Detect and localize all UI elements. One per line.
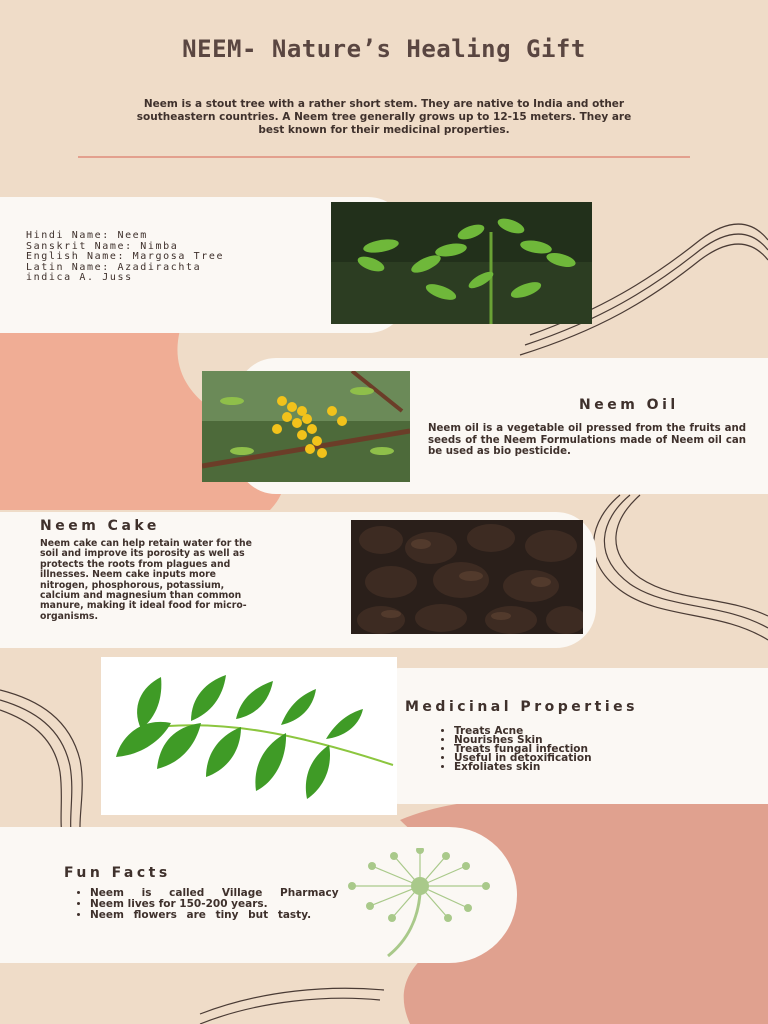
plant-names <box>26 231 316 284</box>
neem-leaf-illustration <box>101 657 397 815</box>
neem-cake-body: Neem cake can help retain water for the soil and improve its porosity as well as protects the roots from plagues and illnesses. Neem cake inputs more nitrogen, phosphorous, potassium, calcium and magnesium than common manure, making it ideal food for micro-organisms. <box>40 538 252 622</box>
medicinal-item: • Treats fungal infection <box>454 745 734 754</box>
medicinal-item: • Treats Acne <box>454 727 734 736</box>
header-divider <box>78 156 690 158</box>
neem-sapling-photo <box>331 202 592 324</box>
neem-cake-heading: Neem Cake <box>40 518 160 534</box>
fun-fact-item: • Neem flowers are tiny but tasty. <box>90 910 360 921</box>
curve-lines-right-mid <box>594 495 768 640</box>
latin-name: Latin Name: Azadirachta <box>26 261 202 273</box>
neem-cake-photo <box>351 520 583 634</box>
fun-facts-list <box>70 888 360 921</box>
neem-oil-body: Neem oil is a vegetable oil pressed from the fruits and seeds of the Neem Formulations made of Neem oil can be used as bio pesticide. <box>428 423 746 458</box>
neem-fruit-photo <box>202 371 410 482</box>
sanskrit-name: Sanskrit Name: Nimba <box>26 240 179 252</box>
dandelion-illustration <box>348 848 498 960</box>
medicinal-item: • Exfoliates skin <box>454 763 734 772</box>
medicinal-heading: Medicinal Properties <box>405 699 638 715</box>
hindi-name: Hindi Name: Neem <box>26 230 148 241</box>
neem-oil-heading: Neem Oil <box>579 397 679 413</box>
medicinal-item: • Useful in detoxification <box>454 754 734 763</box>
fun-facts-heading: Fun Facts <box>64 865 171 881</box>
curve-lines-bottom <box>200 998 380 1024</box>
english-name: English Name: Margosa Tree <box>26 251 225 263</box>
latin-name-cont: indica A. Juss <box>26 272 133 284</box>
fun-fact-item: • Neem lives for 150-200 years. <box>90 899 360 910</box>
page-title: NEEM- Nature’s Healing Gift <box>182 35 586 63</box>
fun-fact-item: • Neem is called Village Pharmacy <box>90 888 360 899</box>
medicinal-list <box>434 727 734 772</box>
intro-paragraph: Neem is a stout tree with a rather short stem. They are native to India and other southeastern countries. A Neem tree generally grows up to 12-15 meters. They are best known for their medicinal properties. <box>136 98 632 136</box>
medicinal-item: • Nourishes Skin <box>454 736 734 745</box>
